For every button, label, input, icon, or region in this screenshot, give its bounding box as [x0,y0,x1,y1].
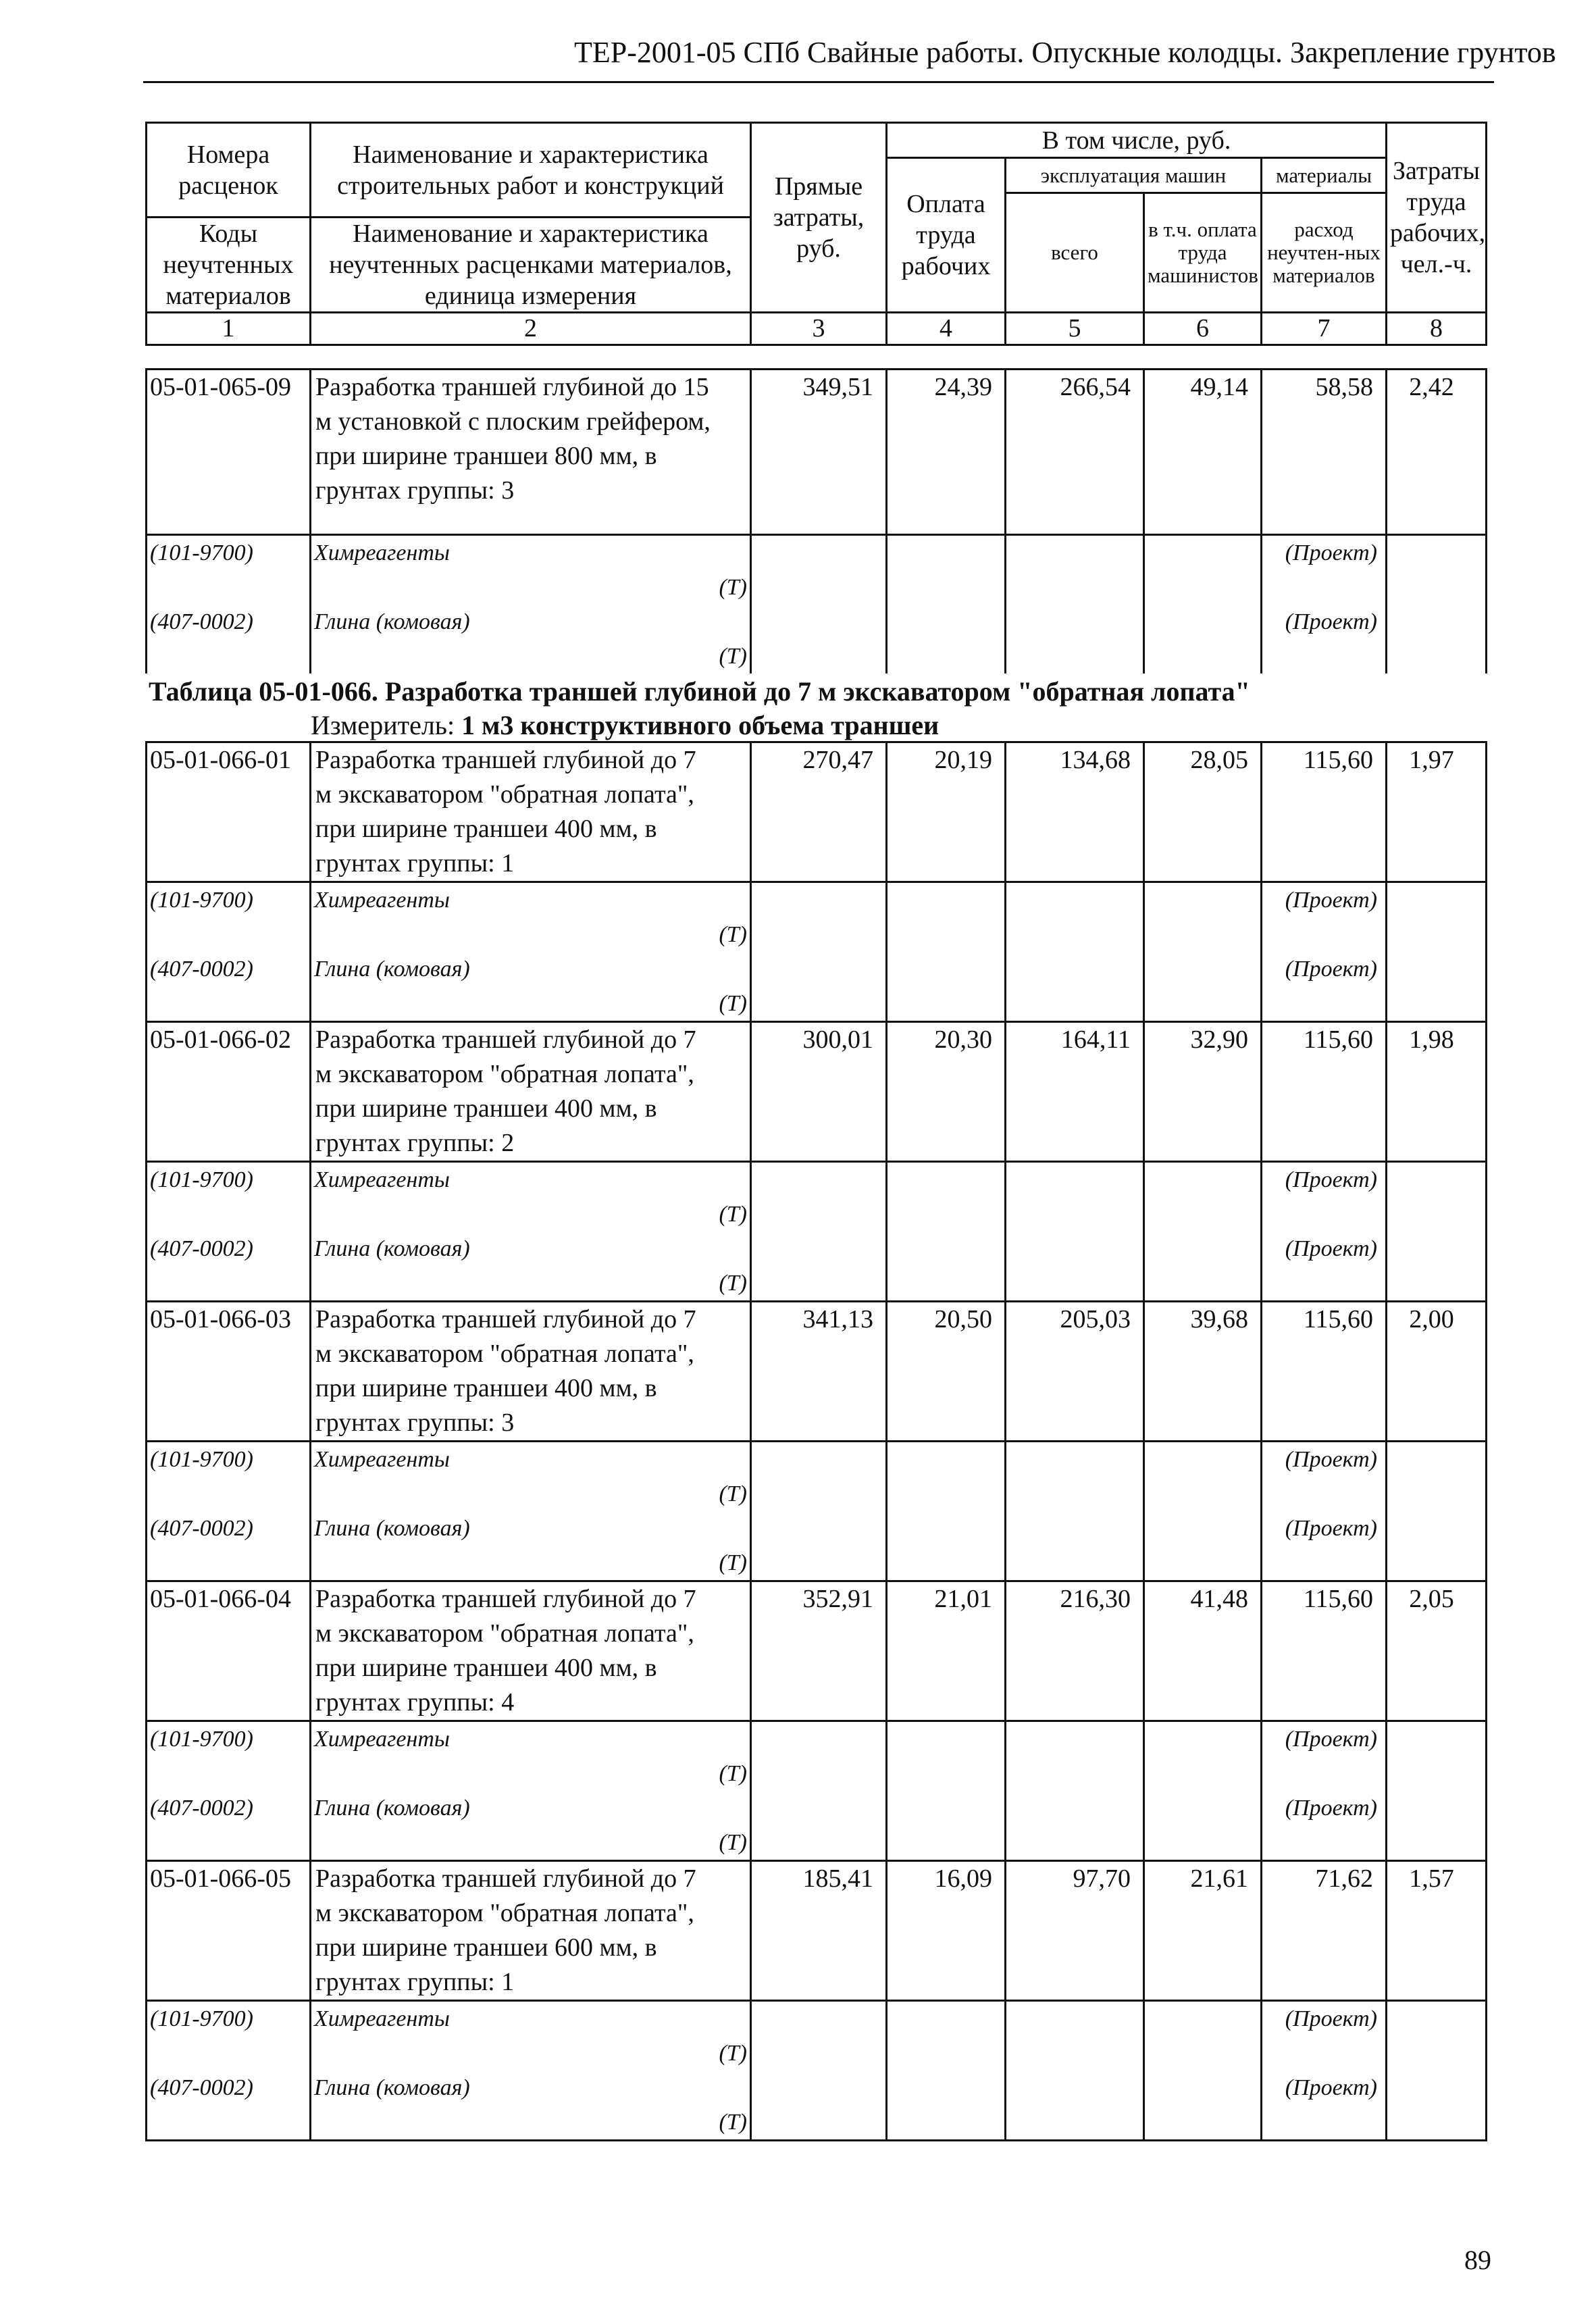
page-number: 89 [1464,2245,1491,2275]
labor-cost: 16,09 [887,1861,1006,2001]
col-num-3: 3 [751,313,887,345]
table-title: Таблица 05-01-066. Разработка траншей глубиной до 7 м экскаватором "обратная лопата" [149,676,1250,707]
material-code: (407-0002) [147,1791,311,1825]
rate-code: 05-01-066-04 [147,1581,311,1721]
material-code: (101-9700) [147,1162,311,1198]
table-row [147,370,1487,535]
material-name: Глина (комовая) [311,1231,751,1266]
labor-cost: 21,01 [887,1581,1006,1721]
machinists-labor: 28,05 [1144,742,1262,882]
machines-total: 266,54 [1006,370,1144,535]
machinists-labor: 39,68 [1144,1302,1262,1442]
material-price: (Проект) [1262,1721,1387,1757]
material-price: (Проект) [1262,2070,1387,2105]
labor-hours: 2,00 [1387,1302,1487,1442]
material-unit: (Т) [311,1197,751,1231]
col-num-1: 1 [147,313,311,345]
rate-code: 05-01-066-03 [147,1302,311,1442]
machines-total: 216,30 [1006,1581,1144,1721]
material-price: (Проект) [1262,2001,1387,2037]
header-col1-top: Номера расценок [147,123,311,218]
rate-table-065 [145,368,1487,673]
rate-code: 05-01-066-01 [147,742,311,882]
header-col2-top: Наименование и характеристика строительных работ и конструкций [311,123,751,218]
material-name: Химреагенты [311,1162,751,1198]
material-code: (407-0002) [147,952,311,986]
table-row [147,1022,1487,1162]
material-code: (101-9700) [147,535,311,571]
material-unit: (Т) [311,917,751,952]
material-name: Химреагенты [311,1442,751,1477]
material-name: Химреагенты [311,535,751,571]
col-num-4: 4 [887,313,1006,345]
material-name: Химреагенты [311,2001,751,2037]
header-col5: всего [1006,193,1144,313]
column-header-table [145,122,1487,346]
header-col4: Оплата труда рабочих [887,158,1006,313]
material-unit: (Т) [311,1756,751,1791]
rate-code: 05-01-066-05 [147,1861,311,2001]
material-price: (Проект) [1262,1442,1387,1477]
material-price: (Проект) [1262,1511,1387,1546]
materials-cost: 115,60 [1262,742,1387,882]
machines-total: 205,03 [1006,1302,1144,1442]
unit-line: Измеритель: 1 м3 конструктивного объема траншеи [311,710,939,740]
material-code: (407-0002) [147,1231,311,1266]
material-code: (101-9700) [147,1442,311,1477]
material-price: (Проект) [1262,1231,1387,1266]
direct-cost: 270,47 [751,742,887,882]
table-row [147,1581,1487,1721]
material-price: (Проект) [1262,605,1387,639]
header-included: В том числе, руб. [887,123,1387,158]
table-row [147,1861,1487,2001]
header-col8: Затраты труда рабочих, чел.-ч. [1387,123,1487,313]
labor-cost: 20,19 [887,742,1006,882]
header-col7: расход неучтен-ных материалов [1262,193,1387,313]
labor-cost: 20,30 [887,1022,1006,1162]
material-price: (Проект) [1262,535,1387,571]
col-num-6: 6 [1144,313,1262,345]
labor-hours: 2,42 [1387,370,1487,535]
machinists-labor: 49,14 [1144,370,1262,535]
labor-hours: 1,57 [1387,1861,1487,2001]
col-num-7: 7 [1262,313,1387,345]
direct-cost: 341,13 [751,1302,887,1442]
machines-total: 134,68 [1006,742,1144,882]
rate-description: Разработка траншей глубиной до 7 м экскаватором "обратная лопата", при ширине траншеи 400 мм, в грунтах группы: 1 [311,742,751,882]
direct-cost: 185,41 [751,1861,887,2001]
rate-description: Разработка траншей глубиной до 15 м установкой с плоским грейфером, при ширине траншеи 800 мм, в грунтах группы: 3 [311,370,751,535]
material-name: Химреагенты [311,882,751,918]
materials-cost: 58,58 [1262,370,1387,535]
material-price: (Проект) [1262,1162,1387,1198]
labor-hours: 2,05 [1387,1581,1487,1721]
rate-code: 05-01-066-02 [147,1022,311,1162]
col-num-5: 5 [1006,313,1144,345]
material-name: Химреагенты [311,1721,751,1757]
machinists-labor: 32,90 [1144,1022,1262,1162]
materials-cost: 115,60 [1262,1022,1387,1162]
header-machines: эксплуатация машин [1006,158,1262,193]
material-unit: (Т) [311,1546,751,1581]
header-col3: Прямые затраты, руб. [751,123,887,313]
material-name: Глина (комовая) [311,1791,751,1825]
materials-cost: 71,62 [1262,1861,1387,2001]
material-unit: (Т) [311,570,751,605]
running-head: ТЕР-2001-05 СПб Свайные работы. Опускные колодцы. Закрепление грунтов [574,36,1556,69]
labor-cost: 20,50 [887,1302,1006,1442]
rate-code: 05-01-065-09 [147,370,311,535]
material-unit: (Т) [311,2105,751,2141]
material-unit: (Т) [311,2036,751,2070]
machines-total: 164,11 [1006,1022,1144,1162]
machines-total: 97,70 [1006,1861,1144,2001]
material-unit: (Т) [311,1477,751,1511]
material-name: Глина (комовая) [311,2070,751,2105]
material-code: (101-9700) [147,2001,311,2037]
material-code: (407-0002) [147,605,311,639]
header-col6: в т.ч. оплата труда машинистов [1144,193,1262,313]
labor-hours: 1,98 [1387,1022,1487,1162]
material-code: (407-0002) [147,2070,311,2105]
machinists-labor: 41,48 [1144,1581,1262,1721]
header-col2-bottom: Наименование и характеристика неучтенных расценками материалов, единица измерения [311,218,751,313]
rate-description: Разработка траншей глубиной до 7 м экскаватором "обратная лопата", при ширине траншеи 600 мм, в грунтах группы: 1 [311,1861,751,2001]
header-col1-bottom: Коды неучтенных материалов [147,218,311,313]
material-unit: (Т) [311,1266,751,1302]
rate-description: Разработка траншей глубиной до 7 м экскаватором "обратная лопата", при ширине траншеи 400 мм, в грунтах группы: 2 [311,1022,751,1162]
col-num-8: 8 [1387,313,1487,345]
direct-cost: 352,91 [751,1581,887,1721]
table-row [147,742,1487,882]
labor-cost: 24,39 [887,370,1006,535]
material-code: (101-9700) [147,1721,311,1757]
header-rule [143,81,1494,83]
material-code: (101-9700) [147,882,311,918]
table-row [147,1302,1487,1442]
materials-cost: 115,60 [1262,1581,1387,1721]
material-price: (Проект) [1262,952,1387,986]
direct-cost: 300,01 [751,1022,887,1162]
rate-description: Разработка траншей глубиной до 7 м экскаватором "обратная лопата", при ширине траншеи 400 мм, в грунтах группы: 3 [311,1302,751,1442]
material-unit: (Т) [311,986,751,1022]
material-unit: (Т) [311,639,751,673]
rate-description: Разработка траншей глубиной до 7 м экскаватором "обратная лопата", при ширине траншеи 400 мм, в грунтах группы: 4 [311,1581,751,1721]
material-unit: (Т) [311,1825,751,1861]
material-name: Глина (комовая) [311,1511,751,1546]
col-num-2: 2 [311,313,751,345]
direct-cost: 349,51 [751,370,887,535]
labor-hours: 1,97 [1387,742,1487,882]
machinists-labor: 21,61 [1144,1861,1262,2001]
material-name: Глина (комовая) [311,952,751,986]
material-price: (Проект) [1262,882,1387,918]
materials-cost: 115,60 [1262,1302,1387,1442]
rate-table-066 [145,741,1487,2141]
header-materials: материалы [1262,158,1387,193]
material-price: (Проект) [1262,1791,1387,1825]
material-code: (407-0002) [147,1511,311,1546]
material-name: Глина (комовая) [311,605,751,639]
